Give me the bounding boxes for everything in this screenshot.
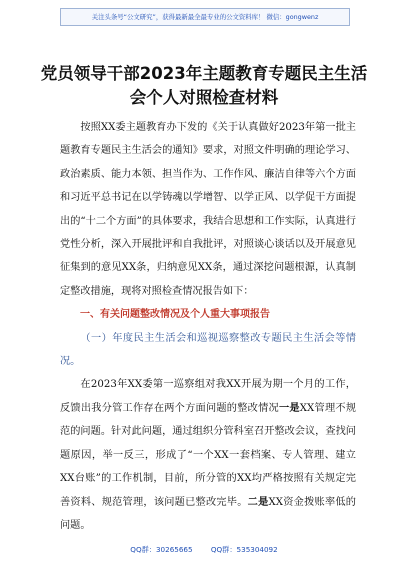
point-one-marker: 一是: [278, 401, 300, 414]
section-heading-1: 一、有关问题整改情况及个人重大事项报告: [80, 309, 270, 321]
paragraph-text-3: XX资金拨账率低的问题。: [60, 496, 356, 531]
point-two-marker: 二是: [247, 495, 269, 508]
rectification-paragraph: [60, 373, 356, 537]
paragraph-text-1: 在2023年XX委第一巡察组对我XX开展为期一个月的工作，反馈出我分管工作存在两个方面问题的整改情况: [60, 379, 356, 414]
document-body: [60, 116, 356, 537]
promo-banner[interactable]: 关注头条号“公文研究”，获得最新最全最专业的公文资料库！ 微信：gongwenz: [60, 8, 350, 26]
footer-qq-group-2: QQ群：535304092: [210, 545, 278, 554]
intro-paragraph: 按照XX委主题教育办下发的《关于认真做好2023年第一批主题教育专题民主生活会的通知》要求，对照文件明确的理论学习、政治素质、能力本领、担当作为、工作作风、廉洁自律等六个方面和习近平总书记在以学铸魂以学增智、以学正风、以学促干方面提出的“十二个方面”的具体要求，我结合思想和工作实际，认真进行党性分析，深入开展批评和自我批评，对照谈心谈话以及开展意见征集到的意见XX条，归纳意见XX条，通过深挖问题根源，认真制定整改措施，现将对照检查情况报告如下：: [60, 122, 356, 297]
subsection-heading-1: （一）年度民主生活会和巡视巡察整改专题民主生活会等情况。: [60, 332, 356, 368]
footer-qq-group-1: QQ群：30265665: [130, 545, 193, 554]
paragraph-text-2: XX管理不规范的问题。针对此问题，通过组织分管科室召开整改会议，查找问题原因，举一反三，形成了“一个XX一套档案、专人管理、建立XX台账”的工作机制，目前，所分管的XX均严格按照有关规定完善资料、规范管理，该问题已整改完毕。: [60, 402, 357, 508]
footer: [0, 545, 408, 555]
document-title: 党员领导干部2023年主题教育专题民主生活会个人对照检查材料: [40, 64, 368, 107]
